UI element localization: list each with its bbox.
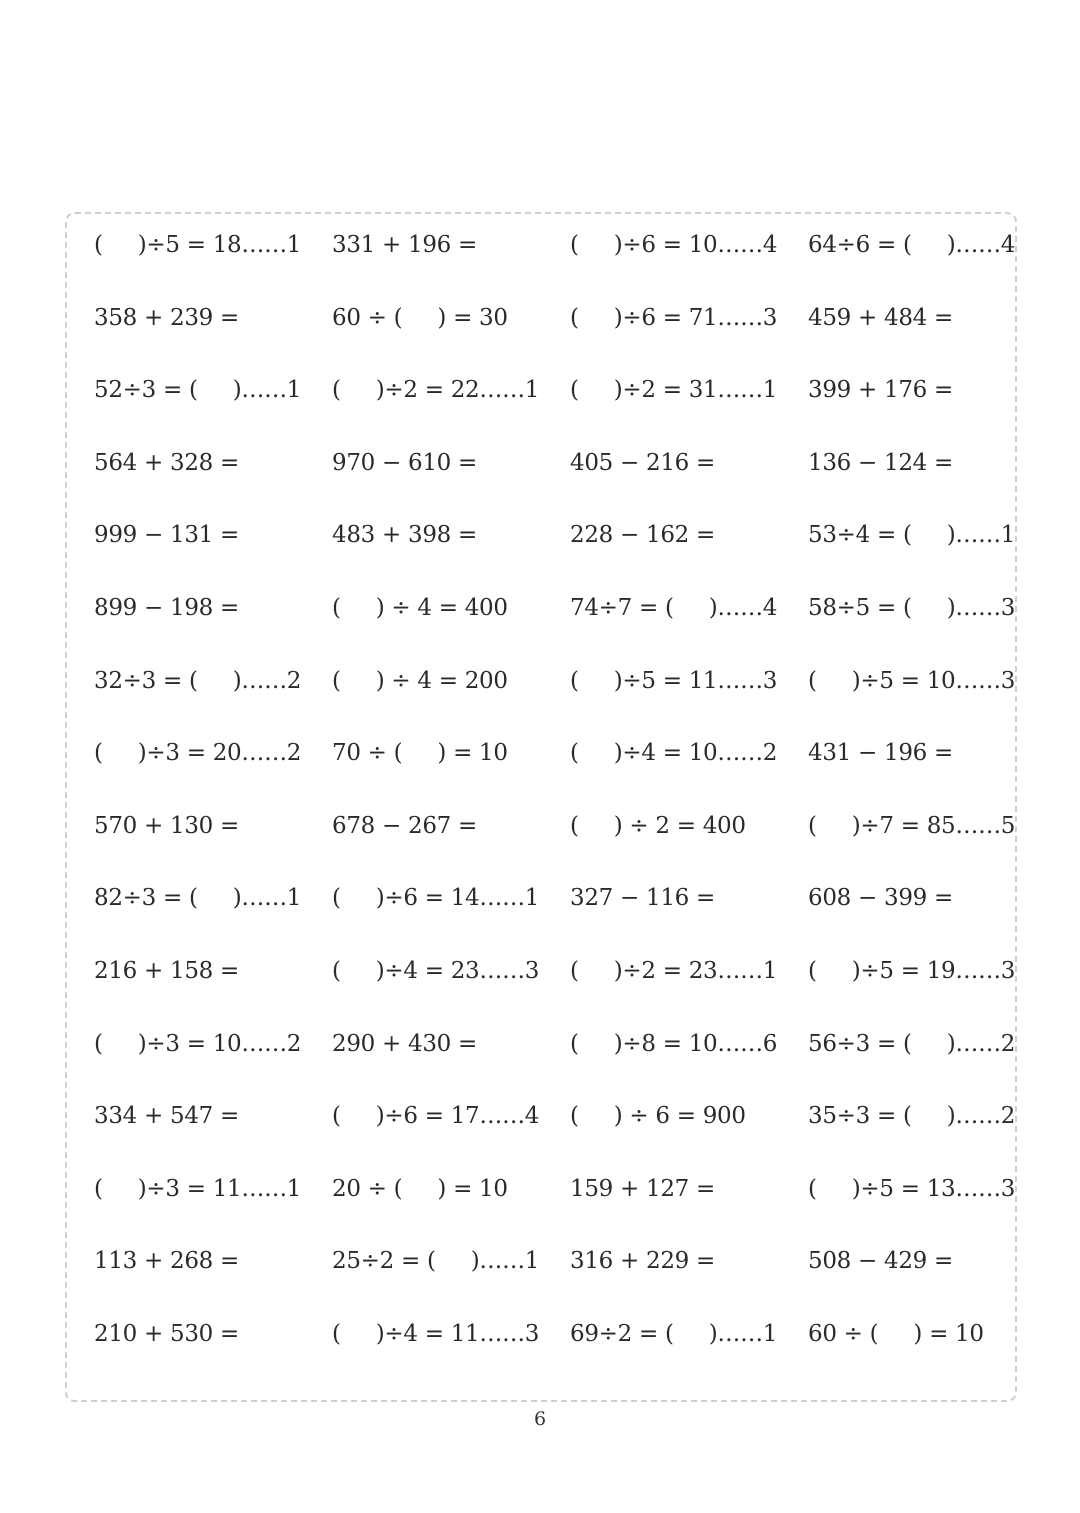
math-problem: 570 + 130 = bbox=[94, 812, 239, 839]
math-problem: 82÷3 = ( )……1 bbox=[94, 885, 302, 912]
problem-row bbox=[94, 588, 1019, 628]
problem-row bbox=[94, 370, 1019, 410]
math-problem: ( )÷3 = 11……1 bbox=[94, 1175, 302, 1202]
math-problem: ( )÷6 = 17……4 bbox=[332, 1103, 540, 1130]
math-problem: 399 + 176 = bbox=[808, 377, 953, 404]
problem-row bbox=[94, 878, 1019, 918]
math-problem: 608 − 399 = bbox=[808, 885, 953, 912]
math-problem: 508 − 429 = bbox=[808, 1248, 953, 1275]
math-problem: ( )÷4 = 11……3 bbox=[332, 1321, 540, 1347]
math-problem: 113 + 268 = bbox=[94, 1248, 239, 1275]
math-problem: ( ) ÷ 4 = 200 bbox=[332, 667, 508, 694]
problem-row bbox=[94, 298, 1019, 338]
math-problem: ( )÷6 = 71……3 bbox=[570, 304, 778, 331]
math-problem: 69÷2 = ( )……1 bbox=[570, 1321, 778, 1347]
math-problem: 136 − 124 = bbox=[808, 449, 953, 476]
math-problem: 405 − 216 = bbox=[570, 449, 715, 476]
math-problem: 899 − 198 = bbox=[94, 595, 239, 621]
math-problem: 60 ÷ ( ) = 10 bbox=[808, 1321, 984, 1347]
math-problem: 431 − 196 = bbox=[808, 740, 953, 767]
math-problem: 32÷3 = ( )……2 bbox=[94, 667, 302, 694]
math-problem: 58÷5 = ( )……3 bbox=[808, 595, 1016, 621]
math-problem: 970 − 610 = bbox=[332, 449, 477, 476]
math-problem: 52÷3 = ( )……1 bbox=[94, 377, 302, 404]
math-problem: ( ) ÷ 4 = 400 bbox=[332, 595, 508, 621]
math-problem: ( )÷8 = 10……6 bbox=[570, 1030, 778, 1057]
math-problem: ( )÷5 = 11……3 bbox=[570, 667, 778, 694]
math-problem: ( )÷2 = 22……1 bbox=[332, 377, 540, 404]
math-problem: 74÷7 = ( )……4 bbox=[570, 595, 778, 621]
math-problem: ( )÷5 = 10……3 bbox=[808, 667, 1016, 694]
math-problem: 20 ÷ ( ) = 10 bbox=[332, 1175, 508, 1202]
problem-row bbox=[94, 1169, 1019, 1209]
math-problem: ( )÷6 = 14……1 bbox=[332, 885, 540, 912]
math-problem: ( )÷5 = 18……1 bbox=[94, 232, 302, 258]
math-problem: 56÷3 = ( )……2 bbox=[808, 1030, 1016, 1057]
math-problem: 35÷3 = ( )……2 bbox=[808, 1103, 1016, 1130]
math-problem: 290 + 430 = bbox=[332, 1030, 477, 1057]
problem-row bbox=[94, 1314, 1019, 1354]
problem-row bbox=[94, 443, 1019, 483]
math-problem: ( )÷5 = 13……3 bbox=[808, 1175, 1016, 1202]
math-problem: 564 + 328 = bbox=[94, 449, 239, 476]
math-problem: 358 + 239 = bbox=[94, 304, 239, 331]
math-problem: 334 + 547 = bbox=[94, 1103, 239, 1130]
page-number: 6 bbox=[533, 1408, 547, 1430]
math-problem: 483 + 398 = bbox=[332, 522, 477, 549]
problem-row bbox=[94, 225, 1019, 265]
problem-row bbox=[94, 661, 1019, 701]
math-problem: 228 − 162 = bbox=[570, 522, 715, 549]
problem-row bbox=[94, 515, 1019, 555]
math-problem: 60 ÷ ( ) = 30 bbox=[332, 304, 508, 331]
problem-row bbox=[94, 951, 1019, 991]
math-problem: ( )÷3 = 20……2 bbox=[94, 740, 302, 767]
math-problem: 159 + 127 = bbox=[570, 1175, 715, 1202]
math-problem: ( )÷4 = 23……3 bbox=[332, 958, 540, 984]
problem-row bbox=[94, 1096, 1019, 1136]
math-problem: 316 + 229 = bbox=[570, 1248, 715, 1275]
math-problem: ( )÷3 = 10……2 bbox=[94, 1030, 302, 1057]
math-problem: ( ) ÷ 6 = 900 bbox=[570, 1103, 746, 1130]
math-problem: ( )÷6 = 10……4 bbox=[570, 232, 778, 258]
problem-row bbox=[94, 1024, 1019, 1064]
problem-row bbox=[94, 733, 1019, 773]
math-problem: 327 − 116 = bbox=[570, 885, 715, 912]
math-problem: ( )÷2 = 23……1 bbox=[570, 958, 778, 984]
math-problem: 25÷2 = ( )……1 bbox=[332, 1248, 540, 1275]
math-problem: ( )÷2 = 31……1 bbox=[570, 377, 778, 404]
math-problem: 216 + 158 = bbox=[94, 958, 239, 984]
math-problem: ( )÷7 = 85……5 bbox=[808, 812, 1016, 839]
problem-row bbox=[94, 1241, 1019, 1281]
math-problem: 331 + 196 = bbox=[332, 232, 477, 258]
math-problem: ( )÷4 = 10……2 bbox=[570, 740, 778, 767]
problem-grid bbox=[94, 214, 1019, 1404]
math-problem: 678 − 267 = bbox=[332, 812, 477, 839]
problem-row bbox=[94, 806, 1019, 846]
worksheet-frame bbox=[65, 212, 1017, 1402]
math-problem: 53÷4 = ( )……1 bbox=[808, 522, 1016, 549]
math-problem: 210 + 530 = bbox=[94, 1321, 239, 1347]
math-problem: 459 + 484 = bbox=[808, 304, 953, 331]
math-problem: 70 ÷ ( ) = 10 bbox=[332, 740, 508, 767]
math-problem: ( ) ÷ 2 = 400 bbox=[570, 812, 746, 839]
math-problem: ( )÷5 = 19……3 bbox=[808, 958, 1016, 984]
math-problem: 999 − 131 = bbox=[94, 522, 239, 549]
math-problem: 64÷6 = ( )……4 bbox=[808, 232, 1016, 258]
